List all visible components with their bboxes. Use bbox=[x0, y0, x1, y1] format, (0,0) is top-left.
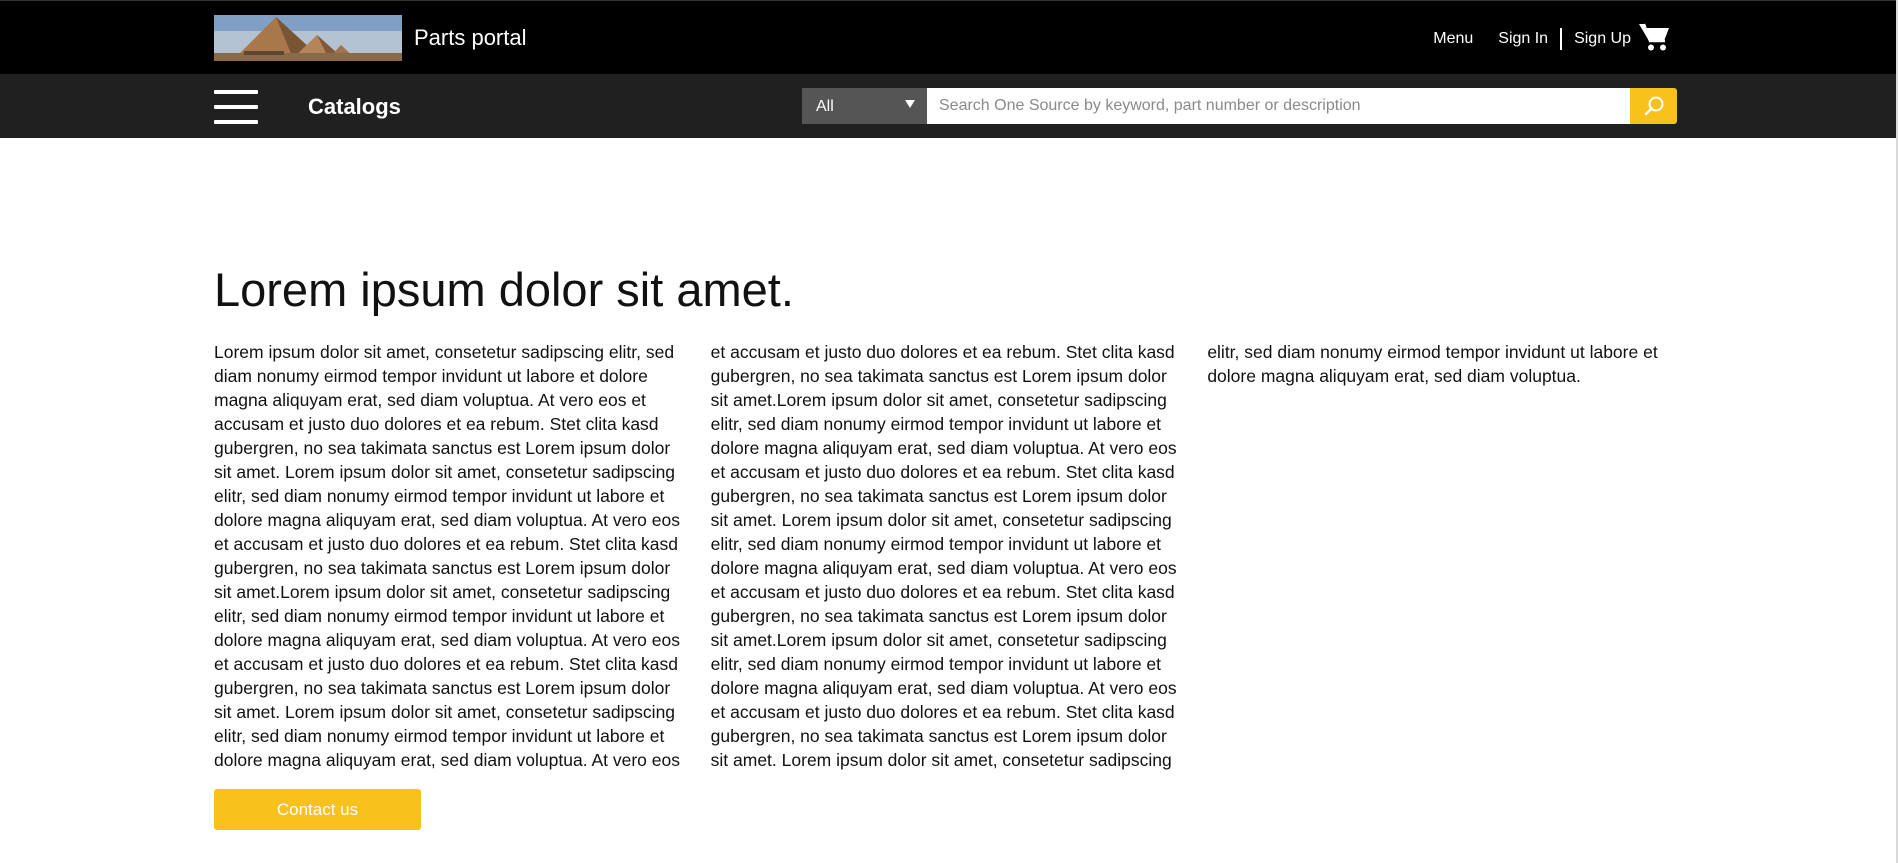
hamburger-icon[interactable] bbox=[214, 90, 258, 124]
sign-up-link[interactable]: Sign Up bbox=[1574, 30, 1631, 47]
body-text: Lorem ipsum dolor sit amet, consetetur sadipscing elitr, sed diam nonumy eirmod tempor invidunt ut labore et dolore magna aliquyam erat, sed diam voluptua. At vero eos et accusam et justo duo dolores et ea rebum. Stet clita kasd gubergren, no sea takimata sanctus est Lorem ipsum dolor sit amet. Lorem ipsum dolor sit amet, consetetur sadipscing elitr, sed diam nonumy eirmod tempor invidunt ut labore et dolore magna aliquyam erat, sed diam voluptua. At vero eos et accusam et justo duo dolores et ea rebum. Stet clita kasd gubergren, no sea takimata sanctus est Lorem ipsum dolor sit amet.Lorem ipsum dolor sit amet, consetetur sadipscing elitr, sed diam nonumy eirmod tempor invidunt ut labore et dolore magna aliquyam erat, sed diam voluptua. At vero eos et accusam et justo duo dolores et ea rebum. Stet clita kasd gubergren, no sea takimata sanctus est Lorem ipsum dolor sit amet. Lorem ipsum dolor sit amet, consetetur sadipscing elitr, sed diam nonumy eirmod tempor invidunt ut labore et dolore magna aliquyam erat, sed diam voluptua. At vero eos et accusam et justo duo dolores et ea rebum. Stet clita kasd gubergren, no sea takimata sanctus est Lorem ipsum dolor sit amet.Lorem ipsum dolor sit amet, consetetur sadipscing elitr, sed diam nonumy eirmod tempor invidunt ut labore et dolore magna aliquyam erat, sed diam voluptua. At vero eos et accusam et justo duo dolores et ea rebum. Stet clita kasd gubergren, no sea takimata sanctus est Lorem ipsum dolor sit amet. Lorem ipsum dolor sit amet, consetetur sadipscing elitr, sed diam nonumy eirmod tempor invidunt ut labore et dolore magna aliquyam erat, sed diam voluptua. At vero eos et accusam et justo duo dolores et ea rebum. Stet clita kasd gubergren, no sea takimata sanctus est Lorem ipsum dolor sit amet.Lorem ipsum dolor sit amet, consetetur sadipscing elitr, sed diam nonumy eirmod tempor invidunt ut labore et dolore magna aliquyam erat, sed diam voluptua. At vero eos et accusam et justo duo dolores et ea rebum. Stet clita kasd gubergren, no sea takimata sanctus est Lorem ipsum dolor sit amet. Lorem ipsum dolor sit amet, consetetur sadipscing elitr, sed diam nonumy eirmod tempor invidunt ut labore et dolore magna aliquyam erat, sed diam voluptua. bbox=[214, 342, 1658, 770]
account-links bbox=[1433, 27, 1631, 51]
caret-down-icon bbox=[905, 100, 915, 108]
page-title: Lorem ipsum dolor sit amet. bbox=[214, 263, 794, 316]
search-button[interactable] bbox=[1630, 88, 1677, 124]
catalogs-link[interactable]: Catalogs bbox=[308, 94, 401, 119]
search-icon bbox=[1643, 95, 1665, 117]
menu-link[interactable]: Menu bbox=[1433, 30, 1474, 47]
pyramids-image bbox=[214, 15, 402, 61]
search-scope-select[interactable] bbox=[802, 88, 927, 124]
link-divider bbox=[1560, 28, 1562, 50]
cart-icon[interactable] bbox=[1638, 22, 1670, 52]
contact-us-button[interactable]: Contact us bbox=[214, 789, 421, 830]
search-scope-value: All bbox=[816, 98, 834, 115]
brand-title: Parts portal bbox=[414, 25, 527, 50]
sign-in-link[interactable]: Sign In bbox=[1498, 30, 1549, 47]
cart-icon-svg bbox=[1638, 22, 1670, 52]
body-text-columns bbox=[214, 340, 1674, 774]
logo-image[interactable] bbox=[214, 15, 402, 61]
search-input[interactable] bbox=[927, 88, 1630, 124]
navigation-bar bbox=[0, 74, 1896, 138]
top-header bbox=[0, 0, 1896, 74]
